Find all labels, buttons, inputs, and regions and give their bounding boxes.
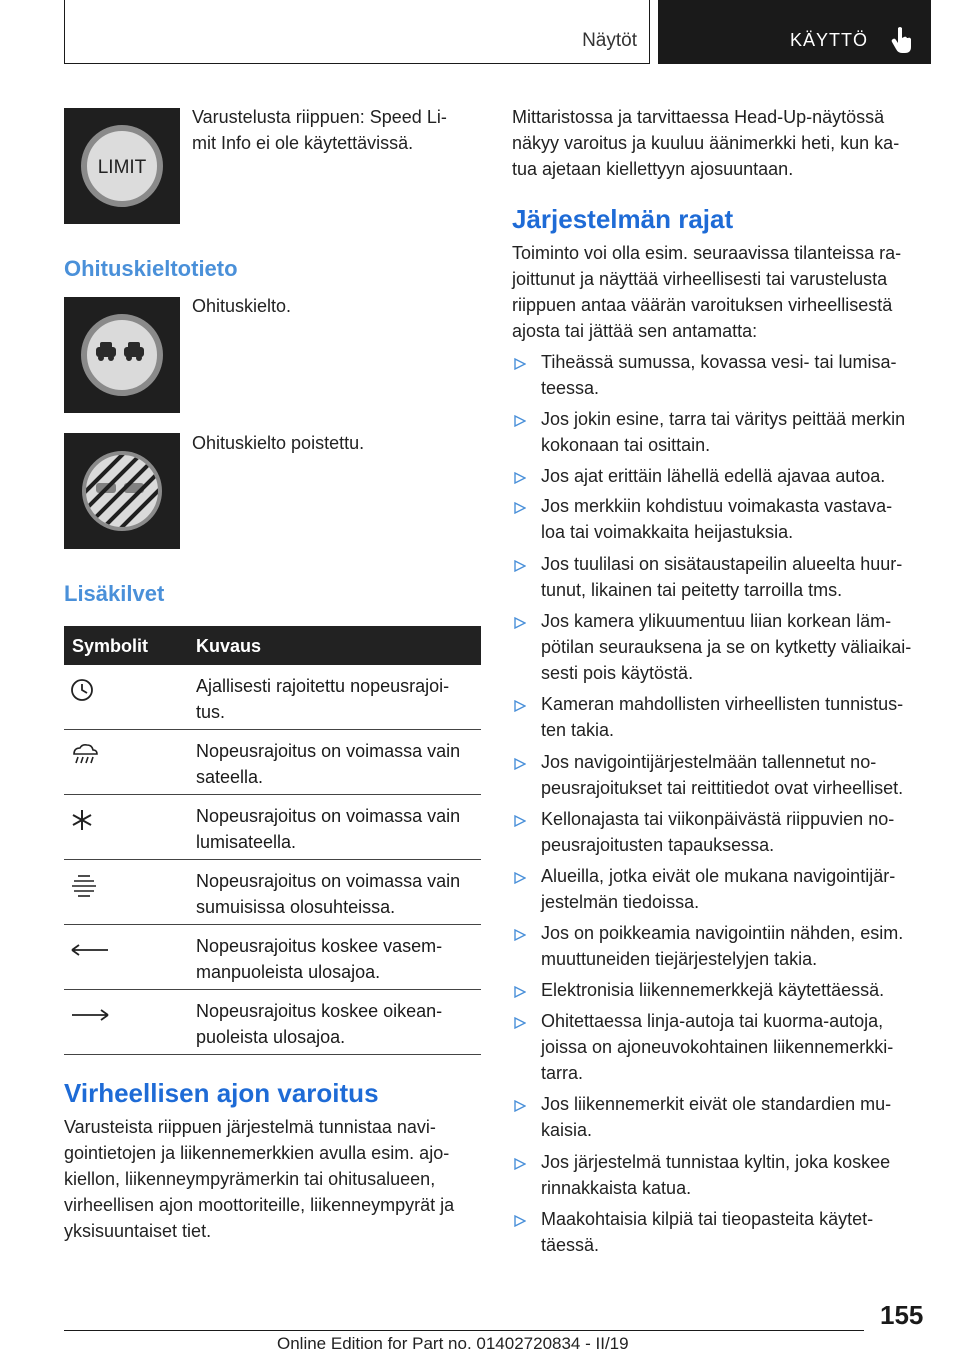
overtaking-item2: Ohituskielto poistettu. [192,433,365,453]
header-chapter-box [658,0,931,64]
triangle-bullet-icon [514,415,526,427]
triangle-bullet-icon [514,472,526,484]
triangle-bullet-icon [514,815,526,827]
table-row-desc: Nopeusrajoitus koskee vasem- manpuoleista ulosajoa. [196,936,443,982]
triangle-bullet-icon [514,929,526,941]
clock-icon [70,677,110,703]
table-row [64,860,481,925]
triangle-bullet-icon [514,986,526,998]
wrong-way-heading: Virheellisen ajon varoitus [64,1078,379,1108]
table-row [64,795,481,860]
plates-heading: Lisäkilvet [64,581,165,606]
table-row-desc: Nopeusrajoitus on voimassa vain lumisateella. [196,806,461,852]
triangle-bullet-icon [514,700,526,712]
table-row-desc: Nopeusrajoitus koskee oikean- puoleista ulosajoa. [196,1001,443,1047]
header-section-title: Näytöt [582,30,637,51]
intro-text: Mittaristossa ja tarvittaessa Head-Up-näytössä näkyy varoitus ja kuuluu äänimerkki heti, kun ka- tua ajetaan kiellettyyn ajosuuntaan. [512,107,900,179]
triangle-bullet-icon [514,1100,526,1112]
triangle-bullet-icon [514,1017,526,1029]
limit-label: LIMIT [97,157,147,178]
overtaking-item1: Ohituskielto. [192,296,292,316]
wrong-way-text: Varusteista riippuen järjestelmä tunnistaa navi- gointietojen ja liikennemerkkien avulla esim. ajo- kiellon, liikenneympyrämerkin tai ohitusalueen, virheellisen ajon moottoriteille, liikenneympyrät ja yksisuuntaiset tiet. [64,1117,455,1241]
page-number: 155 [880,1300,924,1330]
triangle-bullet-icon [514,617,526,629]
end-of-no-overtaking-sign-icon [64,433,180,549]
triangle-bullet-icon [514,358,526,370]
header-section-box [64,0,650,64]
triangle-bullet-icon [514,872,526,884]
triangle-bullet-icon [514,758,526,770]
snowflake-icon [70,807,110,833]
triangle-bullet-icon [514,502,526,514]
footer-edition: Online Edition for Part no. 01402720834 - II/19 [277,1334,629,1353]
table-header-symbols: Symbolit [72,636,149,656]
limit-text: Varustelusta riippuen: Speed Li- mit Info ei ole käytettävissä. [192,107,447,153]
hand-pointer-icon [891,26,915,54]
arrow-left-icon [70,937,110,963]
overtaking-heading: Ohituskieltotieto [64,256,238,281]
table-header [64,626,481,665]
limits-heading: Järjestelmän rajat [512,204,734,234]
triangle-bullet-icon [514,1215,526,1227]
header-chapter-title: KÄYTTÖ [790,30,869,50]
table-row [64,730,481,795]
arrow-right-icon [70,1002,110,1028]
table-row [64,665,481,730]
symbols-table [64,626,481,1055]
table-header-description: Kuvaus [196,636,262,656]
table-row [64,990,481,1055]
triangle-bullet-icon [514,1158,526,1170]
fog-icon [70,872,110,898]
table-row [64,925,481,990]
limits-text: Toiminto voi olla esim. seuraavissa tilanteissa ra- joittunut ja näyttää virheellisesti tai varustelusta riippuen antaa väärän varoituksen virheellisestä ajosta tai jättää sen antamatta: [512,243,902,341]
table-row-desc: Ajallisesti rajoitettu nopeusrajoi- tus. [196,676,450,722]
table-row-desc: Nopeusrajoitus on voimassa vain sateella. [196,741,461,787]
triangle-bullet-icon [514,560,526,572]
rain-icon [70,742,110,768]
speed-limit-info-icon [64,108,180,224]
no-overtaking-sign-icon [64,297,180,413]
page-header [64,0,931,64]
footer-divider [64,1330,864,1331]
table-row-desc: Nopeusrajoitus on voimassa vain sumuisissa olosuhteissa. [196,871,461,917]
